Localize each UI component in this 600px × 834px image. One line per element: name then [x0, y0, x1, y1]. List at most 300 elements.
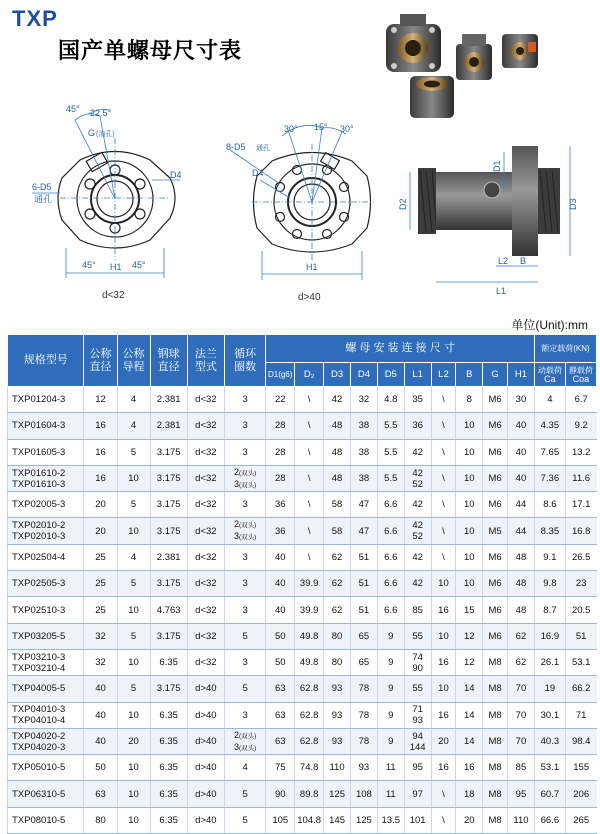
cell-d1: 36 [266, 518, 295, 544]
cell-h1: 44 [508, 518, 535, 544]
unit-label: 单位(Unit):mm [511, 318, 588, 332]
cell-ball: 3.175 [150, 623, 187, 649]
cell-h1: 70 [508, 676, 535, 702]
table-row [8, 492, 597, 518]
flange-drawing-large [222, 106, 392, 310]
cell-l2: 10 [431, 623, 456, 649]
cell-ball: 3.175 [150, 492, 187, 518]
cell-l1: 55 [404, 676, 431, 702]
angle-45c-label: 45° [132, 260, 146, 270]
cell-d5: 9 [377, 676, 404, 702]
cell-l2: 16 [431, 755, 456, 781]
cell-g: M8 [483, 676, 508, 702]
cell-b: 15 [456, 597, 483, 623]
cell-l2: 20 [431, 728, 456, 754]
cell-d5: 5.5 [377, 465, 404, 491]
cell-flange: d<32 [187, 623, 224, 649]
cell-coa: 206 [565, 781, 596, 807]
cell-model: TXP08010-5 [8, 807, 84, 833]
cell-l2: \ [431, 492, 456, 518]
cell-g: M5 [483, 518, 508, 544]
cell-flange: d<32 [187, 544, 224, 570]
cell-d5: 6.6 [377, 597, 404, 623]
cell-b: 10 [456, 544, 483, 570]
table-row [8, 755, 597, 781]
cell-d3: 58 [324, 492, 351, 518]
cell-h1: 62 [508, 623, 535, 649]
cell-d2: \ [295, 492, 324, 518]
cell-g: M6 [483, 544, 508, 570]
th-l2: L2 [431, 363, 456, 387]
cell-lead: 4 [117, 413, 150, 439]
cell-d5: 9 [377, 728, 404, 754]
cell-l2: 16 [431, 702, 456, 728]
cell-coa: 51 [565, 623, 596, 649]
cell-model: TXP06310-5 [8, 781, 84, 807]
cell-h1: 70 [508, 728, 535, 754]
cell-b: 8 [456, 387, 483, 413]
cell-ca: 60.7 [534, 781, 565, 807]
th-flange: 法兰 型式 [187, 335, 224, 387]
cell-l1: 95 [404, 755, 431, 781]
d2-label: D2 [398, 198, 408, 210]
cell-circ: 4 [224, 755, 265, 781]
cell-coa: 16.8 [565, 518, 596, 544]
cell-d1: 105 [266, 807, 295, 833]
cell-d2: 49.8 [295, 623, 324, 649]
cell-d4: 47 [350, 518, 377, 544]
table-row [8, 728, 597, 754]
cell-coa: 53.1 [565, 649, 596, 675]
cell-d4: 78 [350, 702, 377, 728]
cell-ball: 3.175 [150, 571, 187, 597]
cell-d: 40 [84, 728, 117, 754]
cell-d3: 58 [324, 518, 351, 544]
cell-lead: 10 [117, 755, 150, 781]
cell-ball: 2.381 [150, 544, 187, 570]
l1-label: L1 [496, 286, 507, 296]
cell-d1: 28 [266, 465, 295, 491]
cell-circ: 3 [224, 492, 265, 518]
cell-h1: 110 [508, 807, 535, 833]
cell-d1: 63 [266, 676, 295, 702]
cell-g: M6 [483, 623, 508, 649]
th-g: G [483, 363, 508, 387]
th-d3: D3 [324, 363, 351, 387]
cell-lead: 5 [117, 492, 150, 518]
cell-d3: 93 [324, 676, 351, 702]
cell-d2: 49.8 [295, 649, 324, 675]
cell-d1: 22 [266, 387, 295, 413]
cell-b: 10 [456, 465, 483, 491]
cell-d3: 93 [324, 702, 351, 728]
h1-label: H1 [110, 262, 122, 272]
cell-d2: 62.8 [295, 728, 324, 754]
cell-d3: 145 [324, 807, 351, 833]
cell-d2: 62.8 [295, 702, 324, 728]
nut-side-view [400, 132, 590, 302]
cell-model: TXP04020-2 TXP04020-3 [8, 728, 84, 754]
g-label: G [88, 128, 96, 138]
cell-d1: 40 [266, 571, 295, 597]
cell-l1: 101 [404, 807, 431, 833]
cell-h1: 40 [508, 439, 535, 465]
cell-g: M6 [483, 492, 508, 518]
cell-b: 10 [456, 571, 483, 597]
th-ball: 钢球 直径 [150, 335, 187, 387]
table-row [8, 465, 597, 491]
cell-lead: 4 [117, 544, 150, 570]
cell-b: 16 [456, 755, 483, 781]
cell-g: M6 [483, 413, 508, 439]
cell-l2: \ [431, 387, 456, 413]
cell-d: 16 [84, 439, 117, 465]
table-row [8, 413, 597, 439]
d1-label: D1 [492, 160, 502, 172]
table-row [8, 623, 597, 649]
cell-d3: 48 [324, 465, 351, 491]
cell-d4: 32 [350, 387, 377, 413]
cell-l1: 85 [404, 597, 431, 623]
h1-label-mid: H1 [306, 262, 318, 272]
cell-model: TXP02504-4 [8, 544, 84, 570]
cell-circ: 5 [224, 623, 265, 649]
angle-22-label: 22.5° [90, 108, 112, 118]
table-row [8, 571, 597, 597]
brand-logo: TXP [12, 6, 58, 31]
cell-h1: 30 [508, 387, 535, 413]
cell-circ: 5 [224, 781, 265, 807]
cell-l2: 16 [431, 649, 456, 675]
cell-d5: 6.6 [377, 544, 404, 570]
cell-coa: 71 [565, 702, 596, 728]
cell-ball: 6.35 [150, 781, 187, 807]
cell-coa: 6.7 [565, 387, 596, 413]
cell-lead: 5 [117, 439, 150, 465]
cell-l1: 42 [404, 492, 431, 518]
th-d5: D5 [377, 363, 404, 387]
cell-coa: 66.2 [565, 676, 596, 702]
cell-d1: 40 [266, 544, 295, 570]
cell-l2: \ [431, 781, 456, 807]
cell-l2: \ [431, 413, 456, 439]
cell-ca: 53.1 [534, 755, 565, 781]
cell-d2: 104.8 [295, 807, 324, 833]
cell-d1: 28 [266, 439, 295, 465]
cell-coa: 17.1 [565, 492, 596, 518]
d3-label: D3 [568, 198, 578, 210]
cell-l1: 97 [404, 781, 431, 807]
d4-label: D4 [170, 170, 182, 180]
cell-ball: 6.35 [150, 807, 187, 833]
cell-flange: d<32 [187, 387, 224, 413]
cell-l2: \ [431, 518, 456, 544]
cell-lead: 10 [117, 781, 150, 807]
cell-l1: 74 90 [404, 649, 431, 675]
cell-g: M8 [483, 807, 508, 833]
angle-15-label: 15° [314, 122, 328, 132]
cell-ca: 8.35 [534, 518, 565, 544]
cell-ca: 8.6 [534, 492, 565, 518]
cell-d1: 36 [266, 492, 295, 518]
cell-ca: 16.9 [534, 623, 565, 649]
cell-coa: 13.2 [565, 439, 596, 465]
cell-h1: 85 [508, 755, 535, 781]
cell-d1: 50 [266, 649, 295, 675]
table-row [8, 702, 597, 728]
cell-coa: 265 [565, 807, 596, 833]
cell-l2: \ [431, 465, 456, 491]
th-ca: 动载荷 Ca [534, 363, 565, 387]
th-install: 螺 母 安 装 连 接 尺 寸 [266, 335, 535, 363]
cell-ball: 3.175 [150, 518, 187, 544]
cell-d: 16 [84, 465, 117, 491]
cell-h1: 48 [508, 544, 535, 570]
cell-model: TXP01204-3 [8, 387, 84, 413]
cell-ca: 9.1 [534, 544, 565, 570]
th-d1: D1(g6) [266, 363, 295, 387]
cell-d2: \ [295, 387, 324, 413]
holes-label-mid: 8-D5 [226, 142, 246, 152]
cell-flange: d<32 [187, 518, 224, 544]
cell-d2: 39.9 [295, 597, 324, 623]
cell-ca: 8.7 [534, 597, 565, 623]
cell-g: M8 [483, 755, 508, 781]
cell-l1: 71 93 [404, 702, 431, 728]
cell-g: M8 [483, 728, 508, 754]
cell-d1: 28 [266, 413, 295, 439]
th-nominal-dia: 公称 直径 [84, 335, 117, 387]
cell-ca: 7.36 [534, 465, 565, 491]
cell-model: TXP02510-3 [8, 597, 84, 623]
cell-d5: 6.6 [377, 518, 404, 544]
cell-g: M6 [483, 597, 508, 623]
th-b: B [456, 363, 483, 387]
table-row [8, 781, 597, 807]
cell-g: M6 [483, 465, 508, 491]
cell-d2: \ [295, 439, 324, 465]
cell-b: 10 [456, 413, 483, 439]
cell-g: M6 [483, 571, 508, 597]
cell-flange: d<32 [187, 465, 224, 491]
cell-model: TXP01604-3 [8, 413, 84, 439]
cell-model: TXP03205-5 [8, 623, 84, 649]
cell-circ: 2(双头) 3(双头) [224, 465, 265, 491]
cell-d5: 13.5 [377, 807, 404, 833]
cell-ca: 9.8 [534, 571, 565, 597]
table-row [8, 387, 597, 413]
cell-d5: 4.8 [377, 387, 404, 413]
cell-d3: 110 [324, 755, 351, 781]
cell-lead: 10 [117, 518, 150, 544]
holes-note-mid: 通孔 [256, 145, 270, 152]
cell-d1: 90 [266, 781, 295, 807]
cell-b: 12 [456, 623, 483, 649]
cell-d4: 108 [350, 781, 377, 807]
cell-l1: 42 52 [404, 518, 431, 544]
cell-lead: 5 [117, 676, 150, 702]
cell-ball: 2.381 [150, 413, 187, 439]
cell-d4: 65 [350, 623, 377, 649]
cell-l1: 42 [404, 571, 431, 597]
th-h1: H1 [508, 363, 535, 387]
cell-d3: 80 [324, 623, 351, 649]
cell-l1: 42 52 [404, 465, 431, 491]
cell-lead: 10 [117, 702, 150, 728]
cell-d3: 62 [324, 571, 351, 597]
cell-ball: 2.381 [150, 387, 187, 413]
cell-ball: 3.175 [150, 465, 187, 491]
cell-b: 10 [456, 439, 483, 465]
cell-d1: 40 [266, 597, 295, 623]
caption-small: d<32 [102, 290, 125, 301]
cell-circ: 3 [224, 571, 265, 597]
cell-model: TXP02010-2 TXP02010-3 [8, 518, 84, 544]
cell-d5: 9 [377, 649, 404, 675]
th-load: 额定载荷(KN) [534, 335, 596, 363]
cell-d3: 93 [324, 728, 351, 754]
cell-h1: 95 [508, 781, 535, 807]
spec-table-body [8, 387, 597, 834]
l2-label: L2 [498, 256, 509, 266]
cell-d3: 62 [324, 597, 351, 623]
cell-d1: 63 [266, 702, 295, 728]
cell-d1: 50 [266, 623, 295, 649]
cell-coa: 26.5 [565, 544, 596, 570]
cell-d2: \ [295, 518, 324, 544]
cell-d: 40 [84, 676, 117, 702]
cell-b: 18 [456, 781, 483, 807]
cell-coa: 155 [565, 755, 596, 781]
table-row [8, 518, 597, 544]
cell-lead: 10 [117, 465, 150, 491]
cell-d: 50 [84, 755, 117, 781]
cell-ca: 19 [534, 676, 565, 702]
cell-coa: 20.5 [565, 597, 596, 623]
cell-d5: 9 [377, 702, 404, 728]
cell-circ: 2(双头) 3(双头) [224, 728, 265, 754]
holes-note: 通孔 [34, 194, 53, 204]
cell-circ: 3 [224, 413, 265, 439]
cell-d3: 48 [324, 439, 351, 465]
cell-model: TXP01610-2 TXP01610-3 [8, 465, 84, 491]
cell-l1: 55 [404, 623, 431, 649]
cell-circ: 2(双头) 3(双头) [224, 518, 265, 544]
cell-ca: 4 [534, 387, 565, 413]
cell-d4: 78 [350, 728, 377, 754]
g-note: (油孔) [96, 131, 115, 138]
cell-lead: 20 [117, 728, 150, 754]
cell-h1: 44 [508, 492, 535, 518]
cell-d5: 6.6 [377, 571, 404, 597]
cell-model: TXP03210-3 TXP03210-4 [8, 649, 84, 675]
cell-d2: 39.9 [295, 571, 324, 597]
cell-flange: d<32 [187, 649, 224, 675]
cell-d1: 63 [266, 728, 295, 754]
cell-flange: d>40 [187, 807, 224, 833]
cell-d: 20 [84, 492, 117, 518]
cell-g: M6 [483, 387, 508, 413]
cell-model: TXP04005-5 [8, 676, 84, 702]
holes-label: 6-D5 [32, 182, 52, 192]
cell-d2: \ [295, 413, 324, 439]
cell-flange: d>40 [187, 676, 224, 702]
cell-ca: 7.65 [534, 439, 565, 465]
th-coa: 静载荷 Coa [565, 363, 596, 387]
cell-d: 25 [84, 597, 117, 623]
cell-flange: d<32 [187, 597, 224, 623]
cell-h1: 40 [508, 413, 535, 439]
cell-ball: 3.175 [150, 439, 187, 465]
cell-d4: 51 [350, 571, 377, 597]
th-d2: D₂ [295, 363, 324, 387]
cell-d5: 11 [377, 781, 404, 807]
cell-d: 25 [84, 571, 117, 597]
cell-b: 20 [456, 807, 483, 833]
cell-l2: \ [431, 807, 456, 833]
cell-model: TXP05010-5 [8, 755, 84, 781]
cell-circ: 3 [224, 439, 265, 465]
cell-coa: 9.2 [565, 413, 596, 439]
cell-d: 63 [84, 781, 117, 807]
cell-l2: 16 [431, 597, 456, 623]
cell-d3: 42 [324, 387, 351, 413]
cell-l2: \ [431, 439, 456, 465]
angle-30b-label: 30° [340, 124, 354, 134]
cell-d3: 80 [324, 649, 351, 675]
cell-coa: 98.4 [565, 728, 596, 754]
cell-g: M8 [483, 781, 508, 807]
cell-ball: 6.35 [150, 728, 187, 754]
cell-d: 20 [84, 518, 117, 544]
cell-h1: 70 [508, 702, 535, 728]
angle-45-label: 45° [66, 104, 80, 114]
cell-circ: 3 [224, 649, 265, 675]
cell-ball: 3.175 [150, 676, 187, 702]
cell-flange: d<32 [187, 413, 224, 439]
cell-d5: 5.5 [377, 439, 404, 465]
cell-d4: 51 [350, 597, 377, 623]
th-circuits: 循环 圈数 [224, 335, 265, 387]
cell-d4: 38 [350, 439, 377, 465]
cell-ball: 4.763 [150, 597, 187, 623]
cell-l1: 94 144 [404, 728, 431, 754]
cell-d4: 93 [350, 755, 377, 781]
cell-lead: 5 [117, 571, 150, 597]
cell-b: 10 [456, 492, 483, 518]
cell-coa: 23 [565, 571, 596, 597]
cell-l1: 42 [404, 439, 431, 465]
cell-model: TXP02005-3 [8, 492, 84, 518]
cell-model: TXP01605-3 [8, 439, 84, 465]
cell-lead: 4 [117, 387, 150, 413]
cell-circ: 3 [224, 387, 265, 413]
cell-ca: 26.1 [534, 649, 565, 675]
cell-h1: 62 [508, 649, 535, 675]
table-row [8, 676, 597, 702]
cell-d2: \ [295, 544, 324, 570]
cell-l1: 42 [404, 544, 431, 570]
cell-circ: 3 [224, 597, 265, 623]
cell-circ: 3 [224, 702, 265, 728]
cell-d5: 11 [377, 755, 404, 781]
cell-flange: d<32 [187, 492, 224, 518]
b-label: B [520, 256, 527, 266]
cell-d: 25 [84, 544, 117, 570]
cell-l2: \ [431, 544, 456, 570]
cell-flange: d>40 [187, 728, 224, 754]
cell-circ: 5 [224, 676, 265, 702]
